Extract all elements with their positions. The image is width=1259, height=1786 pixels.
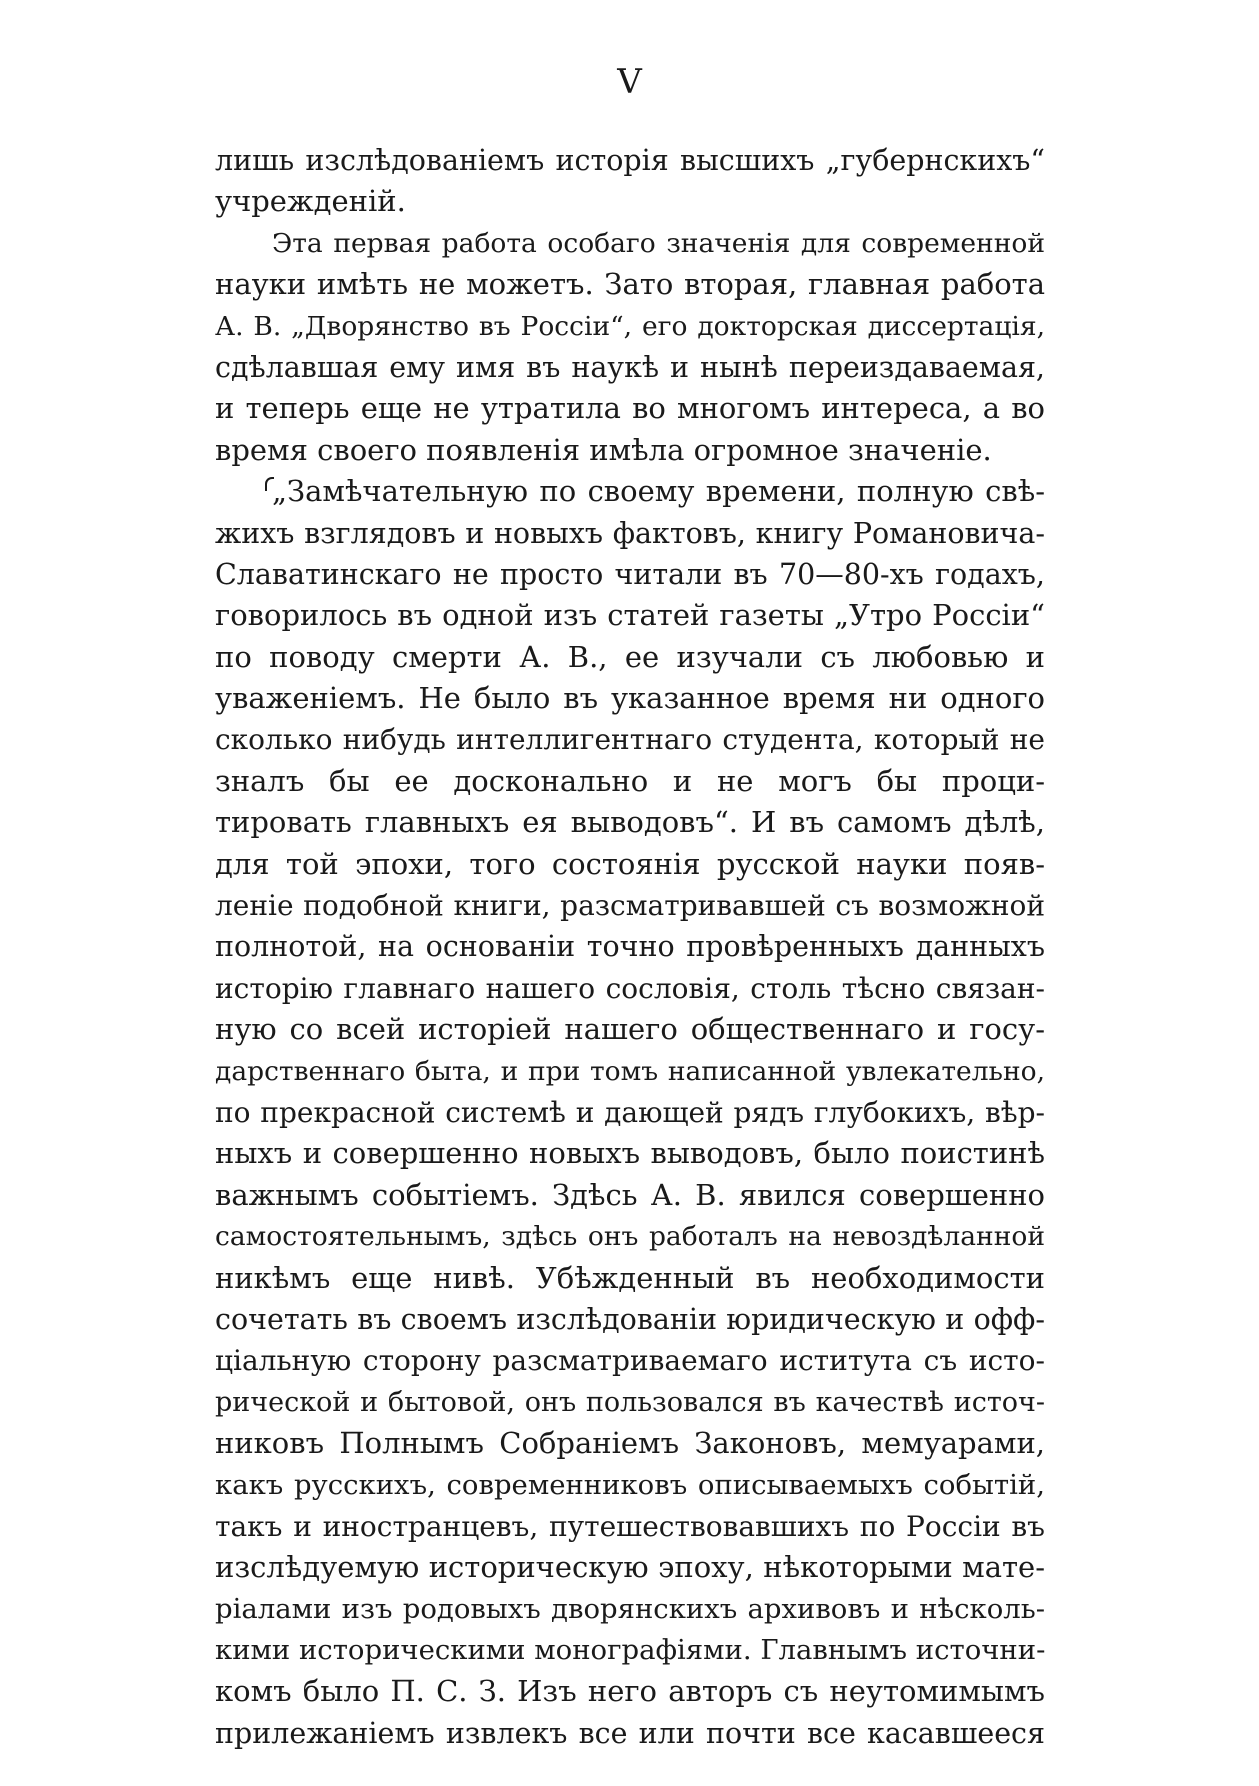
page-number: V xyxy=(617,62,642,102)
text-line: и теперь еще не утратила во многомъ интереса, а во xyxy=(215,391,1045,426)
text-line: ныхъ и совершенно новыхъ выводовъ, было поистинѣ xyxy=(215,1136,1045,1171)
text-line: А. В. „Дворянство въ Россіи“, его докторская диссертація, xyxy=(215,310,1045,342)
text-line: полнотой, на основаніи точно провѣренныхъ данныхъ xyxy=(215,930,1045,964)
text-line: жихъ взглядовъ и новыхъ фактовъ, книгу Романовича- xyxy=(215,516,1045,550)
text-line: самостоятельнымъ, здѣсь онъ работалъ на невоздѣланной xyxy=(215,1221,1045,1253)
text-line: Эта первая работа особаго значенія для современной xyxy=(272,227,1045,259)
text-line-annotated: важнымъ событіемъ. Здѣсь А. В. явился совершенно xyxy=(215,1177,1045,1212)
text-line: для той эпохи, того состоянія русской науки появ- xyxy=(215,846,1045,881)
text-line: ціальную сторону разсматриваемаго иститута съ исто- xyxy=(215,1344,1045,1378)
text-line: науки имѣть не можетъ. Зато вторая, главная работа xyxy=(215,267,1045,302)
text-line: сдѣлавшая ему имя въ наукѣ и нынѣ переиздаваемая, xyxy=(215,350,1045,384)
text-line: сколько нибудь интеллигентнаго студента, который не xyxy=(215,723,1045,757)
text-line: изслѣдуемую историческую эпоху, нѣкоторыми мате- xyxy=(215,1550,1045,1585)
text-line: Славатинскаго не просто читали въ 70—80-хъ годахъ, xyxy=(215,557,1045,591)
text-line: по поводу смерти А. В., ее изучали съ любовью и xyxy=(215,639,1045,674)
text-line: учрежденій. xyxy=(215,184,406,219)
text-line: тировать главныхъ ея выводовъ“. И въ самомъ дѣлѣ, xyxy=(215,805,1045,840)
text-line: рической и бытовой, онъ пользовался въ качествѣ источ- xyxy=(215,1386,1045,1418)
text-line: сочетать въ своемъ изслѣдованіи юридическую и офф- xyxy=(215,1302,1045,1336)
text-line: уваженіемъ. Не было въ указанное время ни одного xyxy=(215,681,1045,716)
page-body xyxy=(215,140,1045,1754)
text-line: время своего появленія имѣла огромное значеніе. xyxy=(215,432,992,467)
text-line: зналъ бы ее досконально и не могъ бы проци- xyxy=(215,763,1045,798)
text-line: никѣмъ еще нивѣ. Убѣжденный въ необходимости xyxy=(215,1260,1045,1295)
text-line: леніе подобной книги, разсматривавшей съ возможной xyxy=(215,889,1045,923)
text-line: какъ русскихъ, современниковъ описываемыхъ событій, xyxy=(215,1468,1045,1501)
text-line: ную со всей исторіей нашего общественнаго и госу- xyxy=(215,1012,1045,1047)
text-line: кими историческими монографіями. Главнымъ источни- xyxy=(215,1634,1046,1667)
text-line: никовъ Полнымъ Собраніемъ Законовъ, мемуарами, xyxy=(215,1426,1045,1461)
text-line: дарственнаго быта, и при томъ написанной увлекательно, xyxy=(215,1055,1045,1087)
text-line: исторію главнаго нашего сословія, столь тѣсно связан- xyxy=(215,971,1045,1005)
text-line: по прекрасной системѣ и дающей рядъ глубокихъ, вѣр- xyxy=(215,1095,1045,1129)
text-line-annotated: „Замѣчательную по своему времени, полную свѣ- xyxy=(215,471,1045,512)
text-line: прилежаніемъ извлекъ все или почти все касавшееся xyxy=(215,1716,1045,1750)
text-line: говорилось въ одной изъ статей газеты „Утро Россіи“ xyxy=(215,598,1045,633)
text-line: лишь изслѣдованіемъ исторія высшихъ „губернскихъ“ xyxy=(215,144,1045,177)
text-line: ріалами изъ родовыхъ дворянскихъ архивовъ и нѣсколь- xyxy=(215,1592,1045,1625)
text-line: комъ было П. С. З. Изъ него авторъ съ неутомимымъ xyxy=(215,1674,1045,1709)
text-line: такъ и иностранцевъ, путешествовавшихъ по Россіи въ xyxy=(215,1509,1045,1543)
